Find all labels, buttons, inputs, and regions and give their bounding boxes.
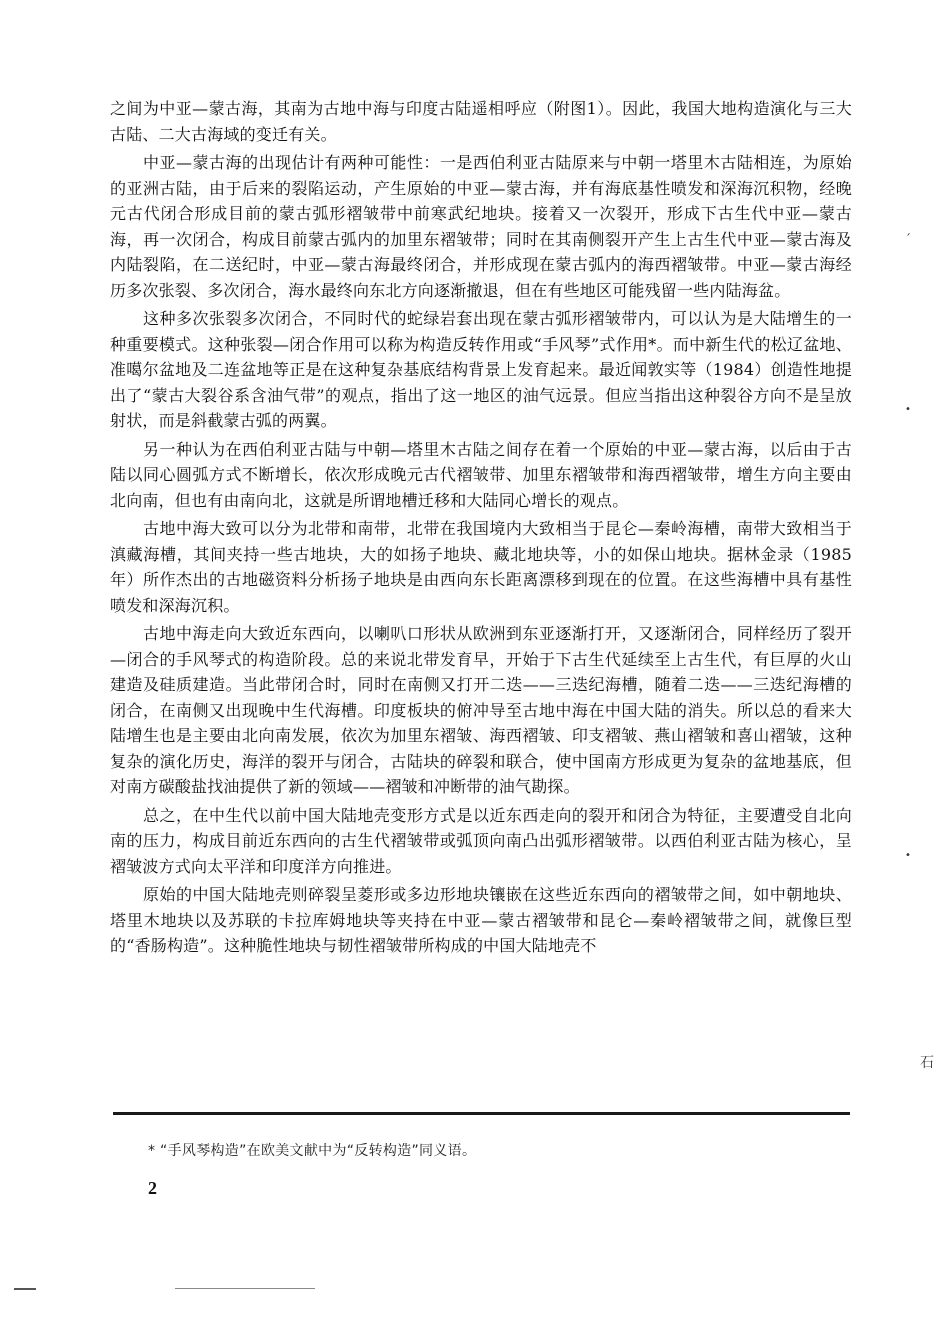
- paragraph-5: 古地中海大致可以分为北带和南带，北带在我国境内大致相当于昆仑—秦岭海槽，南带大致相当于滇藏海槽，其间夹持一些古地块，大的如扬子地块、藏北地块等，小的如保山地块。据林金录（1985年）所作杰出的古地磁资料分析扬子地块是由西向东长距离漂移到现在的位置。在这些海槽中具有基性喷发和深海沉积。: [110, 519, 852, 615]
- footnote: * “手风琴构造”在欧美文献中为“反转构造”同义语。: [148, 1143, 477, 1159]
- paragraph-4: 另一种认为在西伯利亚古陆与中朝—塔里木古陆之间存在着一个原始的中亚—蒙古海，以后由于古陆以同心圆弧方式不断增长，依次形成晚元古代褶皱带、加里东褶皱带和海西褶皱带，增生方向主要由北向南，但也有由南向北，这就是所谓地槽迁移和大陆同心增长的观点。: [110, 439, 852, 510]
- paragraph-3: 这种多次张裂多次闭合，不同时代的蛇绿岩套出现在蒙古弧形褶皱带内，可以认为是大陆增生的一种重要模式。这种张裂—闭合作用可以称为构造反转作用或“手风琴”式作用*。而中新生代的松辽盆地、准噶尔盆地及二连盆地等正是在这种复杂基底结构背景上发育起来。最近闻敦实等（1984）创造性地提出了“蒙古大裂谷系含油气带”的观点，指出了这一地区的油气远景。但应当指出这种裂谷方向不是呈放射状，而是斜截蒙古弧的两翼。: [110, 309, 852, 430]
- paragraph-1: 之间为中亚—蒙古海，其南为古地中海与印度古陆遥相呼应（附图1）。因此，我国大地构造演化与三大古陆、二大古海域的变迁有关。: [110, 99, 852, 144]
- margin-speck: •: [905, 850, 911, 861]
- scan-artifact: [175, 1288, 315, 1289]
- paragraph-2: 中亚—蒙古海的出现估计有两种可能性：一是西伯利亚古陆原来与中朝一塔里木古陆相连，为原始的亚洲古陆，由于后来的裂陷运动，产生原始的中亚—蒙古海，并有海底基性喷发和深海沉积物，经晚元古代闭合形成目前的蒙古弧形褶皱带中前寒武纪地块。接着又一次裂开，形成下古生代中亚—蒙古海，再一次闭合，构成目前蒙古弧内的加里东褶皱带；同时在其南侧裂开产生上古生代中亚—蒙古海及内陆裂陷，在二送纪时，中亚—蒙古海最终闭合，并形成现在蒙古弧内的海西褶皱带。中亚—蒙古海经历多次张裂、多次闭合，海水最终向东北方向逐渐撤退，但在有些地区可能残留一些内陆海盆。: [110, 153, 852, 300]
- paragraph-8: 原始的中国大陆地壳则碎裂呈菱形或多边形地块镶嵌在这些近东西向的褶皱带之间，如中朝地块、塔里木地块以及苏联的卡拉库姆地块等夹持在中亚—蒙古褶皱带和昆仑—秦岭褶皱带之间，就像巨型的“香肠构造”。这种脆性地块与韧性褶皱带所构成的中国大陆地壳不: [110, 885, 852, 955]
- margin-annotation: 石: [920, 1055, 934, 1071]
- margin-speck: •: [905, 404, 911, 415]
- paragraph-6: 古地中海走向大致近东西向，以喇叭口形状从欧洲到东亚逐渐打开，又逐渐闭合，同样经历了裂开—闭合的手风琴式的构造阶段。总的来说北带发育早，开始于下古生代延续至上古生代，有巨厚的火山建造及硅质建造。当此带闭合时，同时在南侧又打开二迭——三迭纪海槽，随着二迭——三迭纪海槽的闭合，在南侧又出现晚中生代海槽。印度板块的俯冲导至古地中海在中国大陆的消失。所以总的看来大陆增生也是主要由北向南发展，依次为加里东褶皱、海西褶皱、印支褶皱、燕山褶皱和喜山褶皱，这种复杂的演化历史，海洋的裂开与闭合，古陆块的碎裂和联合，使中国南方形成更为复杂的盆地基底，但对南方碳酸盐找油提供了新的领域——褶皱和冲断带的油气勘探。: [110, 624, 852, 796]
- margin-speck: ´: [905, 232, 911, 246]
- main-text-body: [110, 96, 852, 962]
- scan-artifact: [14, 1288, 36, 1290]
- page-number: 2: [148, 1178, 157, 1198]
- paragraph-7: 总之，在中生代以前中国大陆地壳变形方式是以近东西走向的裂开和闭合为特征，主要遭受自北向南的压力，构成目前近东西向的古生代褶皱带或弧顶向南凸出弧形褶皱带。以西伯利亚古陆为核心，呈褶皱波方式向太平洋和印度洋方向推进。: [110, 805, 852, 876]
- footnote-divider: [113, 1112, 850, 1115]
